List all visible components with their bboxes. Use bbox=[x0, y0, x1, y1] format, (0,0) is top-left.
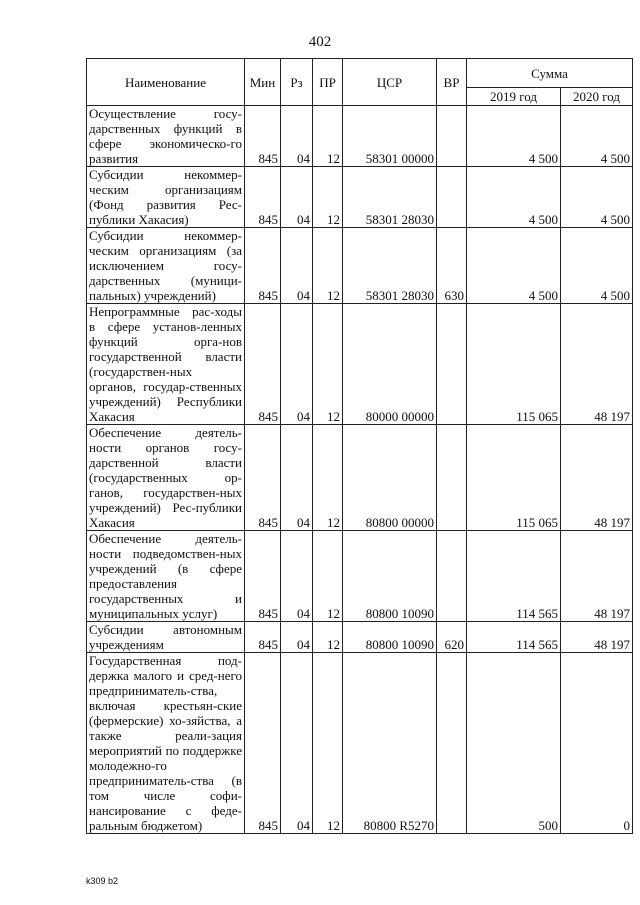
row-min: 845 bbox=[245, 622, 281, 653]
table-row bbox=[87, 531, 633, 622]
row-sum-2020: 48 197 bbox=[561, 531, 633, 622]
row-pr: 12 bbox=[313, 304, 343, 425]
row-min: 845 bbox=[245, 531, 281, 622]
row-pr: 12 bbox=[313, 622, 343, 653]
row-sum-2019: 114 565 bbox=[467, 531, 561, 622]
page-number: 402 bbox=[308, 34, 332, 50]
row-sum-2019: 4 500 bbox=[467, 167, 561, 228]
row-pr: 12 bbox=[313, 653, 343, 834]
table-row bbox=[87, 653, 633, 834]
row-name: Субсидии автономным учреждениям bbox=[87, 622, 245, 653]
row-csr: 80800 00000 bbox=[343, 425, 437, 531]
row-sum-2019: 114 565 bbox=[467, 622, 561, 653]
header-row bbox=[87, 59, 633, 88]
row-name: Непрограммные рас-ходы в сфере установ-ленных функций орга-нов государственной власти (государствен-ных органов, государ-ственных учреждений) Республики Хакасия bbox=[87, 304, 245, 425]
row-sum-2020: 4 500 bbox=[561, 106, 633, 167]
header-year-2020: 2020 год bbox=[561, 88, 633, 106]
row-name: Субсидии некоммер-ческим организациям (за исключением госу-дарственных (муници-пальных) учреждений) bbox=[87, 228, 245, 304]
row-min: 845 bbox=[245, 106, 281, 167]
row-csr: 80000 00000 bbox=[343, 304, 437, 425]
table-body bbox=[87, 106, 633, 834]
row-name: Субсидии некоммер-ческим организациям (Фонд развития Рес-публики Хакасия) bbox=[87, 167, 245, 228]
budget-table bbox=[86, 58, 633, 834]
row-rz: 04 bbox=[281, 106, 313, 167]
row-rz: 04 bbox=[281, 622, 313, 653]
row-sum-2020: 4 500 bbox=[561, 228, 633, 304]
row-rz: 04 bbox=[281, 304, 313, 425]
header-pr: ПР bbox=[313, 59, 343, 106]
header-rz: Рз bbox=[281, 59, 313, 106]
table-row bbox=[87, 304, 633, 425]
row-min: 845 bbox=[245, 228, 281, 304]
row-vr bbox=[437, 531, 467, 622]
row-vr: 630 bbox=[437, 228, 467, 304]
header-sum: Сумма bbox=[467, 59, 633, 88]
row-rz: 04 bbox=[281, 531, 313, 622]
row-csr: 58301 00000 bbox=[343, 106, 437, 167]
row-sum-2020: 0 bbox=[561, 653, 633, 834]
header-year-2019: 2019 год bbox=[467, 88, 561, 106]
row-sum-2019: 4 500 bbox=[467, 228, 561, 304]
row-vr: 620 bbox=[437, 622, 467, 653]
row-sum-2020: 48 197 bbox=[561, 304, 633, 425]
row-rz: 04 bbox=[281, 228, 313, 304]
row-sum-2019: 115 065 bbox=[467, 304, 561, 425]
row-csr: 80800 10090 bbox=[343, 622, 437, 653]
row-pr: 12 bbox=[313, 228, 343, 304]
row-csr: 58301 28030 bbox=[343, 167, 437, 228]
row-sum-2020: 48 197 bbox=[561, 425, 633, 531]
row-rz: 04 bbox=[281, 653, 313, 834]
header-min: Мин bbox=[245, 59, 281, 106]
row-pr: 12 bbox=[313, 425, 343, 531]
row-name: Обеспечение деятель-ности подведомствен-ных учреждений (в сфере предоставления государственных и муниципальных услуг) bbox=[87, 531, 245, 622]
footer-code: k309 b2 bbox=[86, 876, 119, 886]
table-row bbox=[87, 167, 633, 228]
row-name: Обеспечение деятель-ности органов госу-дарственной власти (государственных ор-ганов, государствен-ных учреждений) Рес-публики Хакасия bbox=[87, 425, 245, 531]
table-row bbox=[87, 228, 633, 304]
row-name: Государственная под-держка малого и сред-него предприниматель-ства, включая крестьян-ские (фермерские) хо-зяйства, а также реали-зация мероприятий по поддержке молодежно-го предприниматель-ства (в том числе софи-нансирование с феде-ральным бюджетом) bbox=[87, 653, 245, 834]
row-sum-2019: 115 065 bbox=[467, 425, 561, 531]
row-csr: 58301 28030 bbox=[343, 228, 437, 304]
header-name: Наименование bbox=[87, 59, 245, 106]
row-vr bbox=[437, 653, 467, 834]
header-csr: ЦСР bbox=[343, 59, 437, 106]
row-vr bbox=[437, 167, 467, 228]
table-row bbox=[87, 425, 633, 531]
row-name: Осуществление госу-дарственных функций в сфере экономическо-го развития bbox=[87, 106, 245, 167]
row-pr: 12 bbox=[313, 106, 343, 167]
row-sum-2019: 500 bbox=[467, 653, 561, 834]
row-vr bbox=[437, 304, 467, 425]
row-csr: 80800 10090 bbox=[343, 531, 437, 622]
row-vr bbox=[437, 425, 467, 531]
row-rz: 04 bbox=[281, 425, 313, 531]
row-min: 845 bbox=[245, 167, 281, 228]
row-min: 845 bbox=[245, 425, 281, 531]
row-sum-2019: 4 500 bbox=[467, 106, 561, 167]
header-vr: ВР bbox=[437, 59, 467, 106]
row-rz: 04 bbox=[281, 167, 313, 228]
row-csr: 80800 R5270 bbox=[343, 653, 437, 834]
row-vr bbox=[437, 106, 467, 167]
row-min: 845 bbox=[245, 653, 281, 834]
row-min: 845 bbox=[245, 304, 281, 425]
table-row bbox=[87, 106, 633, 167]
row-sum-2020: 4 500 bbox=[561, 167, 633, 228]
row-pr: 12 bbox=[313, 167, 343, 228]
row-pr: 12 bbox=[313, 531, 343, 622]
row-sum-2020: 48 197 bbox=[561, 622, 633, 653]
table-row bbox=[87, 622, 633, 653]
